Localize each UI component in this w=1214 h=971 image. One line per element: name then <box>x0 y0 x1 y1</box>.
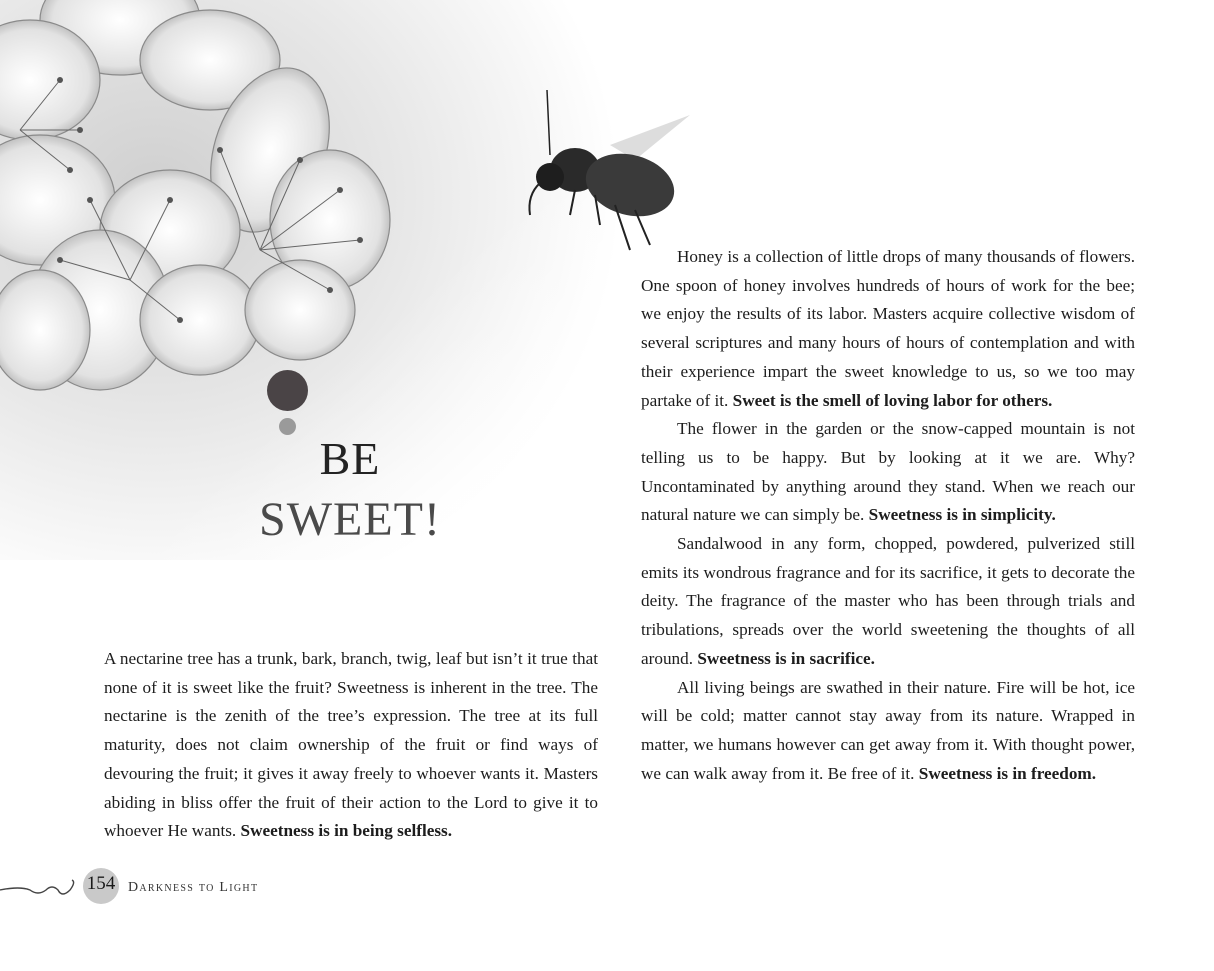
paragraph: Honey is a collection of little drops of many thousands of flowers. One spoon of honey involves hundreds of hours of work for the bee; we enjoy the results of its labor. Masters acquire collective wisdom of several scriptures and many hours of hours of contemplation and with their experience impart the sweet knowledge to us, so we too may partake of it. Sweet is the smell of loving labor for others. <box>641 247 1135 410</box>
flourish-icon <box>0 872 90 902</box>
chapter-title-line2: SWEET! <box>259 493 441 546</box>
paragraph: All living beings are swathed in their nature. Fire will be hot, ice will be cold; matter cannot stay away from its nature. Wrapped in matter, we humans however can get away from it. With thought power, we can walk away from it. Be free of it. Sweetness is in freedom. <box>641 677 1135 783</box>
page-number: 154 <box>86 873 116 894</box>
running-title: Darkness to Light <box>128 880 259 895</box>
paragraph: Sandalwood in any form, chopped, powdered, pulverized still emits its wondrous fragrance and for its sacrifice, it gets to decorate the deity. The fragrance of the master who has been through trials and tribulations, spreads over the world sweetening the thoughts of all around. Sweetness is in sacrifice. <box>641 534 1135 668</box>
decorative-dot-large <box>267 370 308 411</box>
emphasis-text: Sweetness is in freedom. <box>918 763 1097 783</box>
right-text-column <box>641 243 1135 788</box>
bee-image <box>515 85 695 260</box>
emphasis-text: Sweet is the smell of loving labor for others. <box>732 390 1053 410</box>
paragraph: The flower in the garden or the snow-capped mountain is not telling us to be happy. But by looking at it we are. Why? Uncontaminated by anything around they stand. When we reach our natural nature we can simply be. Sweetness is in simplicity. <box>641 419 1135 525</box>
left-text-column <box>104 645 598 846</box>
emphasis-text: Sweetness is in simplicity. <box>868 505 1056 525</box>
chapter-title-line1: BE <box>319 433 381 484</box>
emphasis-text: Sweetness is in sacrifice. <box>697 648 875 668</box>
paragraph: A nectarine tree has a trunk, bark, branch, twig, leaf but isn’t it true that none of it is sweet like the fruit? Sweetness is inherent in the tree. The nectarine is the zenith of the tree’s expression. The tree at its full maturity, does not claim ownership of the fruit or find ways of devouring the fruit; it gives it away freely to whoever wants it. Masters abiding in bliss offer the fruit of their action to the Lord to give it to whoever He wants. Sweetness is in being selfless. <box>104 649 598 841</box>
emphasis-text: Sweetness is in being selfless. <box>240 821 453 841</box>
